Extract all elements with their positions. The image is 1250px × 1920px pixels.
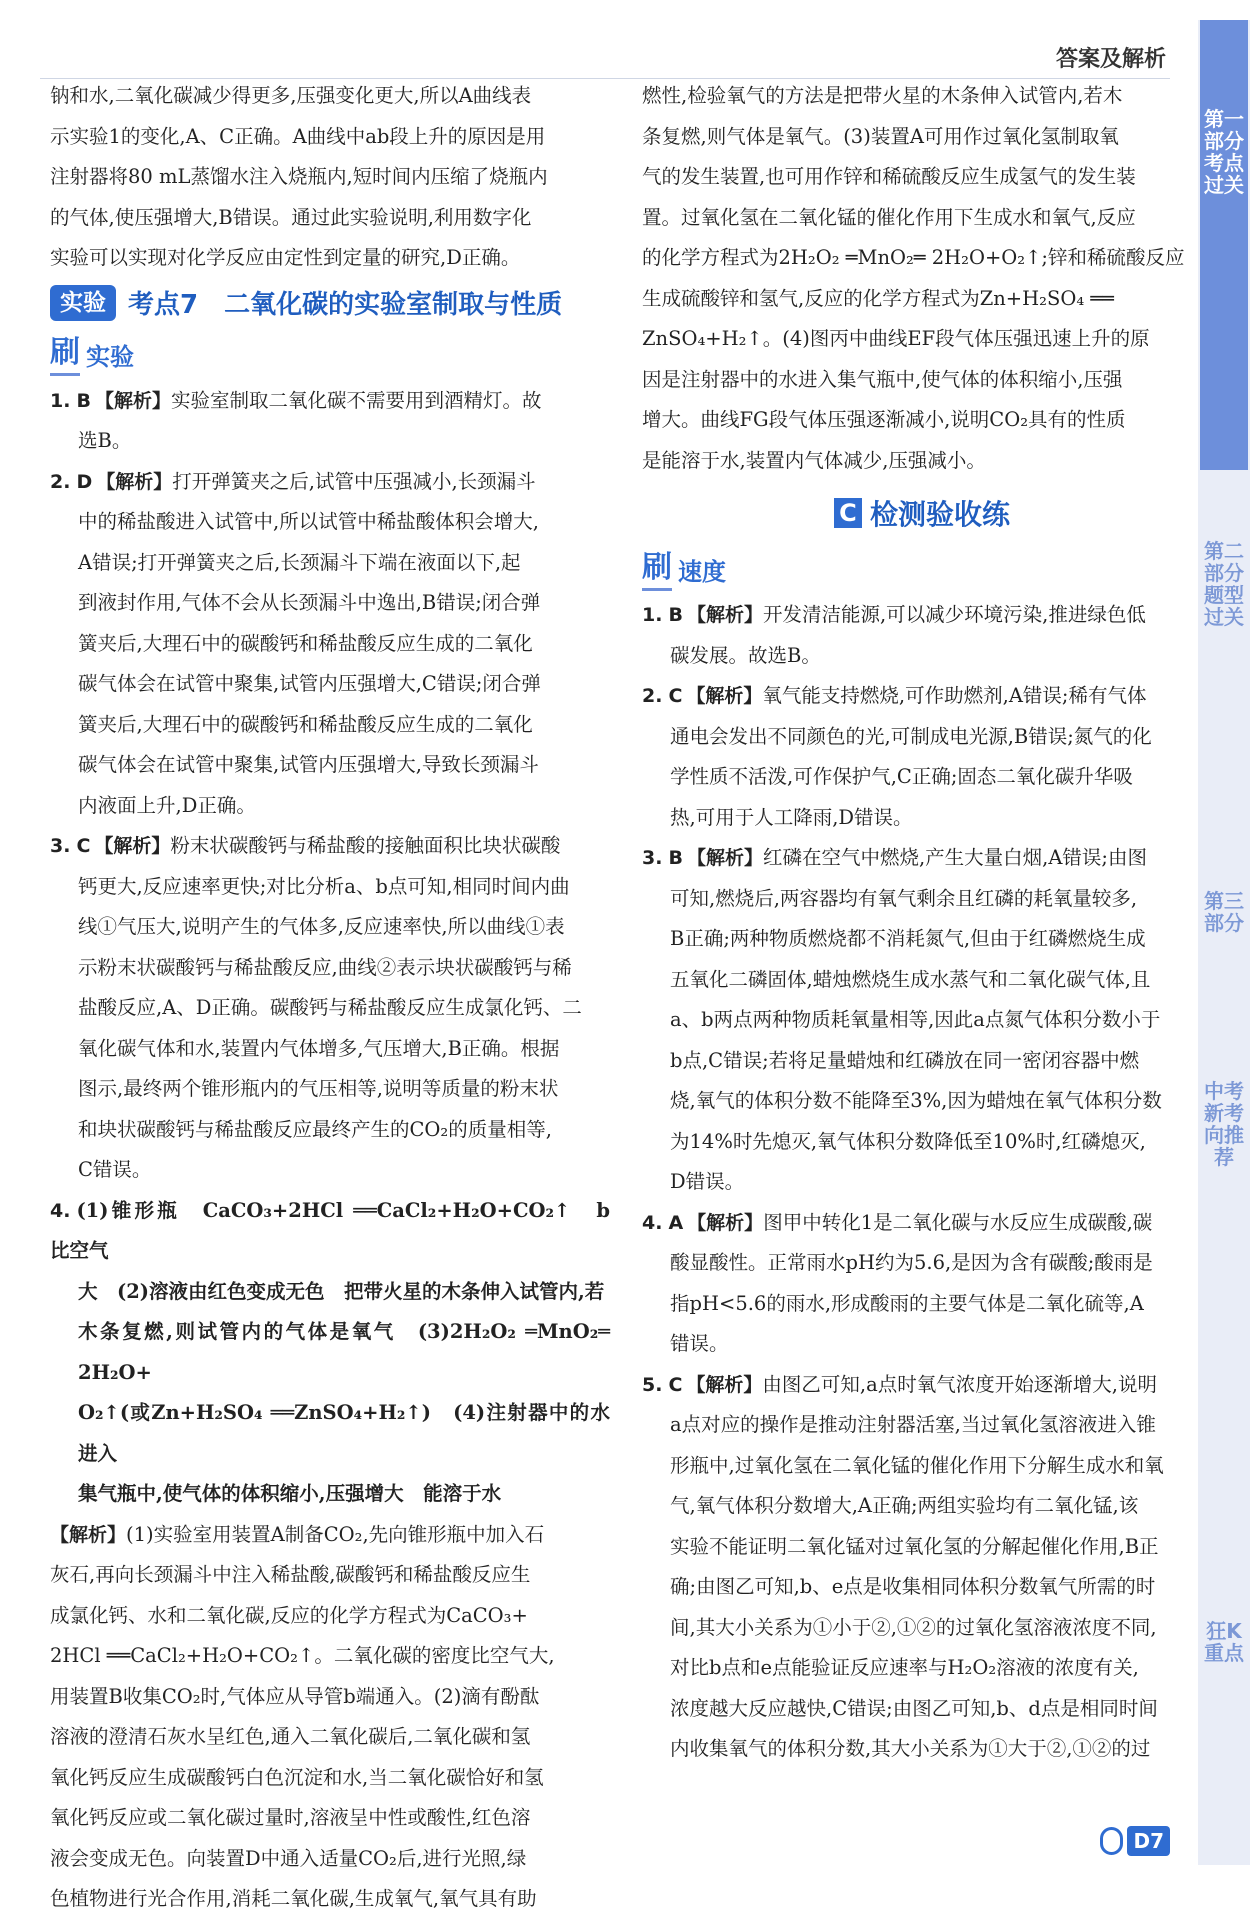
text-line: (1)实验室用装置A制备CO₂,先向锥形瓶中加入石 [126, 1522, 545, 1546]
analysis-label: 【解析】 [50, 1523, 127, 1546]
answer-letter: D [76, 470, 93, 493]
section-title: 检测验收练 [869, 498, 1010, 531]
subsection-heading [50, 333, 610, 377]
text-line: 条复燃,则气体是氧气。(3)装置A可用作过氧化氢制取氧 [642, 124, 1119, 148]
text-line: 浓度越大反应越快,C错误;由图乙可知,b、d点是相同时间 [670, 1696, 1158, 1720]
answer-letter: C [668, 685, 683, 707]
section-badge: C [834, 498, 862, 528]
section-heading [50, 283, 610, 323]
text-line: 增大。曲线FG段气体压强逐渐减小,说明CO₂具有的性质 [642, 408, 1126, 431]
text-line: 簧夹后,大理石中的碳酸钙和稀盐酸反应生成的二氧化 [78, 712, 533, 736]
text-line: 间,其大小关系为①小于②,①②的过氧化氢溶液浓度不同, [670, 1615, 1157, 1639]
analysis-label: 【解析】 [94, 389, 171, 412]
question-number: 2. [50, 470, 71, 493]
text-line: 是能溶于水,装置内气体减少,压强减小。 [642, 448, 986, 472]
text-line: 红磷在空气中燃烧,产生大量白烟,A错误;由图 [762, 846, 1148, 869]
text-line: a点对应的操作是推动注射器活塞,当过氧化氢溶液进入锥 [670, 1413, 1156, 1436]
question-number: 5. [642, 1373, 663, 1396]
answer-item [642, 595, 1202, 676]
page-number [1100, 1824, 1170, 1858]
text-line: 图示,最终两个锥形瓶内的气压相等,说明等质量的粉末状 [78, 1077, 559, 1100]
text-line: 选B。 [78, 429, 132, 452]
text-line: 和块状碳酸钙与稀盐酸反应最终产生的CO₂的质量相等, [78, 1117, 552, 1141]
text-line: 形瓶中,过氧化氢在二氧化锰的催化作用下分解生成水和氧 [670, 1453, 1164, 1477]
section-title: 考点7 二氧化碳的实验室制取与性质 [128, 290, 563, 320]
question-number: 3. [642, 847, 663, 869]
text-line: 错误。 [670, 1332, 729, 1355]
answer-letter: B [668, 847, 683, 869]
side-tab-trend[interactable]: 中考新考向推荐 [1204, 1079, 1244, 1169]
text-line: 中的稀盐酸进入试管中,所以试管中稀盐酸体积会增大, [78, 510, 539, 533]
answer-letter: C [668, 1373, 683, 1396]
text-line: 对比b点和e点能验证反应速率与H₂O₂溶液的浓度有关, [670, 1656, 1139, 1679]
answer-item [50, 462, 610, 827]
text-line: 学性质不活泼,可作保护气,C正确;固态二氧化碳升华吸 [670, 765, 1133, 788]
answer-line: (1)锥形瓶 CaCO₃+2HCl ══CaCl₂+H₂O+CO₂↑ b 比空气 [50, 1198, 630, 1262]
subsection-title: 速度 [678, 557, 726, 586]
text-line: 色植物进行光合作用,消耗二氧化碳,生成氧气,氧气具有助 [50, 1887, 537, 1910]
text-line: 粉末状碳酸钙与稀盐酸的接触面积比块状碳酸 [170, 834, 561, 857]
text-line: 实验不能证明二氧化锰对过氧化氢的分解起催化作用,B正 [670, 1534, 1159, 1558]
answer-letter: B [76, 389, 91, 412]
text-line: 通电会发出不同颜色的光,可制成电光源,B错误;氮气的化 [670, 724, 1152, 748]
analysis-label: 【解析】 [686, 685, 763, 707]
side-tab-key[interactable]: 狂K重点 [1204, 1619, 1244, 1665]
section-tag: 实验 [50, 285, 116, 321]
text-line: 线①气压大,说明产生的气体多,反应速率快,所以曲线①表 [78, 915, 565, 938]
text-line: 的化学方程式为2H₂O₂ ═MnO₂═ 2H₂O+O₂↑;锌和稀硫酸反应 [642, 246, 1185, 269]
text-line: b点,C错误;若将足量蜡烛和红磷放在同一密闭容器中燃 [670, 1048, 1140, 1072]
text-line: 成氯化钙、水和二氧化碳,反应的化学方程式为CaCO₃+ [50, 1603, 528, 1627]
brush-icon: 刷 [50, 333, 80, 376]
text-line: 指pH<5.6的雨水,形成酸雨的主要气体是二氧化硫等,A [670, 1291, 1144, 1315]
text-line: 热,可用于人工降雨,D错误。 [670, 805, 913, 829]
analysis-label: 【解析】 [687, 1211, 764, 1234]
text-line: 因是注射器中的水进入集气瓶中,使气体的体积缩小,压强 [642, 367, 1123, 391]
text-line: 盐酸反应,A、D正确。碳酸钙与稀盐酸反应生成氯化钙、二 [78, 996, 582, 1019]
question-number: 3. [50, 835, 71, 857]
text-line: 气的发生装置,也可用作锌和稀硫酸反应生成氢气的发生装 [642, 165, 1136, 188]
text-line: 生成硫酸锌和氢气,反应的化学方程式为Zn+H₂SO₄ ══ [642, 286, 1114, 310]
header-title: 答案及解析 [1055, 47, 1166, 72]
text-line: 碳气体会在试管中聚集,试管内压强增大,C错误;闭合弹 [78, 672, 541, 695]
text-line: 为14%时先熄灭,氧气体积分数降低至10%时,红磷熄灭, [670, 1129, 1146, 1153]
subsection-title: 实验 [86, 343, 134, 371]
analysis-label: 【解析】 [94, 835, 171, 857]
text-line: 实验可以实现对化学反应由定性到定量的研究,D正确。 [50, 246, 521, 269]
answer-item [642, 1203, 1202, 1365]
text-line: 图甲中转化1是二氧化碳与水反应生成碳酸,碳 [763, 1210, 1153, 1234]
analysis-label: 【解析】 [686, 1373, 763, 1396]
text-line: 簧夹后,大理石中的碳酸钙和稀盐酸反应生成的二氧化 [78, 631, 533, 655]
section-heading [642, 489, 1202, 537]
answer-line: 集气瓶中,使气体的体积缩小,压强增大 能溶于水 [78, 1482, 502, 1505]
text-line: 到液封作用,气体不会从长颈漏斗中逸出,B错误;闭合弹 [78, 591, 541, 614]
text-line: 确;由图乙可知,b、e点是收集相同体积分数氧气所需的时 [670, 1575, 1156, 1598]
right-intro [642, 76, 1202, 481]
text-line: 由图乙可知,a点时氧气浓度开始逐渐增大,说明 [762, 1372, 1157, 1396]
side-tab-part1[interactable]: 第一部分 考点过关 [1200, 20, 1248, 470]
text-line: 烧,氧气的体积分数不能降至3%,因为蜡烛在氧气体积分数 [670, 1089, 1162, 1112]
answer-line: 大 (2)溶液由红色变成无色 把带火星的木条伸入试管内,若 [78, 1279, 605, 1303]
subsection-heading [642, 547, 1202, 591]
text-line: 示粉末状碳酸钙与稀盐酸反应,曲线②表示块状碳酸钙与稀 [78, 955, 572, 979]
answer-item [50, 826, 610, 1191]
text-line: 液会变成无色。向装置D中通入适量CO₂后,进行光照,绿 [50, 1846, 527, 1870]
text-line: 溶液的澄清石灰水呈红色,通入二氧化碳后,二氧化碳和氢 [50, 1725, 531, 1748]
text-line: 酸显酸性。正常雨水pH约为5.6,是因为含有碳酸;酸雨是 [670, 1251, 1153, 1274]
answer-line: O₂↑(或Zn+H₂SO₄ ══ZnSO₄+H₂↑) (4)注射器中的水进入 [78, 1401, 610, 1465]
text-line: 内液面上升,D正确。 [78, 793, 256, 817]
text-line: 注射器将80 mL蒸馏水注入烧瓶内,短时间内压缩了烧瓶内 [50, 165, 548, 188]
text-line: 钙更大,反应速率更快;对比分析a、b点可知,相同时间内曲 [78, 874, 570, 898]
text-line: B正确;两种物质燃烧都不消耗氮气,但由于红磷燃烧生成 [670, 927, 1146, 950]
page-number-text: D7 [1127, 1826, 1170, 1856]
text-line: 氧化钙反应或二氧化碳过量时,溶液呈中性或酸性,红色溶 [50, 1806, 531, 1829]
analysis-label: 【解析】 [686, 847, 763, 869]
analysis-label: 【解析】 [96, 470, 173, 493]
question-number: 4. [642, 1211, 663, 1234]
answer-item [642, 676, 1202, 838]
text-line: 实验室制取二氧化碳不需要用到酒精灯。故 [170, 388, 542, 412]
answer-item [642, 1365, 1202, 1770]
text-line: 钠和水,二氧化碳减少得更多,压强变化更大,所以A曲线表 [50, 84, 532, 107]
answer-letter: C [76, 835, 91, 857]
text-line: 灰石,再向长颈漏斗中注入稀盐酸,碳酸钙和稀盐酸反应生 [50, 1563, 531, 1586]
question-number: 1. [50, 389, 71, 412]
text-line: 的气体,使压强增大,B错误。通过此实验说明,利用数字化 [50, 205, 532, 229]
text-line: 置。过氧化氢在二氧化锰的催化作用下生成水和氧气,反应 [642, 205, 1136, 229]
text-line: 2HCl ══CaCl₂+H₂O+CO₂↑。二氧化碳的密度比空气大, [50, 1644, 555, 1667]
right-column [642, 76, 1202, 1770]
side-tabs [1198, 20, 1250, 1865]
text-line: 碳气体会在试管中聚集,试管内压强增大,导致长颈漏斗 [78, 753, 539, 776]
question-number: 2. [642, 685, 663, 707]
analysis-label: 【解析】 [686, 604, 763, 626]
text-line: 氧气能支持燃烧,可作助燃剂,A错误;稀有气体 [762, 684, 1147, 707]
text-line: ZnSO₄+H₂↑。(4)图丙中曲线EF段气体压强迅速上升的原 [642, 327, 1150, 350]
text-line: D错误。 [670, 1170, 745, 1193]
text-line: 可知,燃烧后,两容器均有氧气剩余且红磷的耗氧量较多, [670, 886, 1138, 910]
answer-letter: B [668, 604, 683, 626]
page-badge-icon [1100, 1827, 1123, 1855]
text-line: 氧化钙反应生成碳酸钙白色沉淀和水,当二氧化碳恰好和氢 [50, 1765, 544, 1789]
left-intro [50, 76, 610, 279]
text-line: C错误。 [78, 1158, 152, 1181]
text-line: 碳发展。故选B。 [670, 643, 821, 667]
left-column [50, 76, 630, 1920]
brush-icon: 刷 [642, 548, 672, 591]
side-tab-part2[interactable]: 第二部分 题型过关 [1204, 539, 1244, 629]
text-line: 五氧化二磷固体,蜡烛燃烧生成水蒸气和二氧化碳气体,且 [670, 967, 1151, 991]
text-line: 内收集氧气的体积分数,其大小关系为①大于②,①②的过 [670, 1737, 1151, 1760]
answer-item [50, 381, 610, 462]
text-line: 示实验1的变化,A、C正确。A曲线中ab段上升的原因是用 [50, 124, 546, 148]
question-number: 1. [642, 604, 663, 626]
side-tab-part3[interactable]: 第三部分 [1204, 889, 1244, 935]
text-line: A错误;打开弹簧夹之后,长颈漏斗下端在液面以下,起 [78, 550, 521, 574]
text-line: a、b两点两种物质耗氧量相等,因此a点氮气体积分数小于 [670, 1008, 1161, 1031]
text-line: 打开弹簧夹之后,试管中压强减小,长颈漏斗 [172, 469, 536, 493]
text-line: 开发清洁能源,可以减少环境污染,推进绿色低 [762, 603, 1146, 626]
answer-item [50, 1191, 630, 1920]
question-number: 4. [50, 1199, 71, 1222]
text-line: 用装置B收集CO₂时,气体应从导管b端通入。(2)滴有酚酞 [50, 1684, 540, 1708]
text-line: 氧化碳气体和水,装置内气体增多,气压增大,B正确。根据 [78, 1036, 560, 1060]
answer-line: 木条复燃,则试管内的气体是氧气 (3)2H₂O₂ ═MnO₂═ 2H₂O+ [78, 1320, 610, 1384]
answer-item [642, 838, 1202, 1203]
answer-letter: A [668, 1211, 684, 1234]
text-line: 燃性,检验氧气的方法是把带火星的木条伸入试管内,若木 [642, 84, 1123, 107]
text-line: 气,氧气体积分数增大,A正确;两组实验均有二氧化锰,该 [670, 1494, 1139, 1517]
